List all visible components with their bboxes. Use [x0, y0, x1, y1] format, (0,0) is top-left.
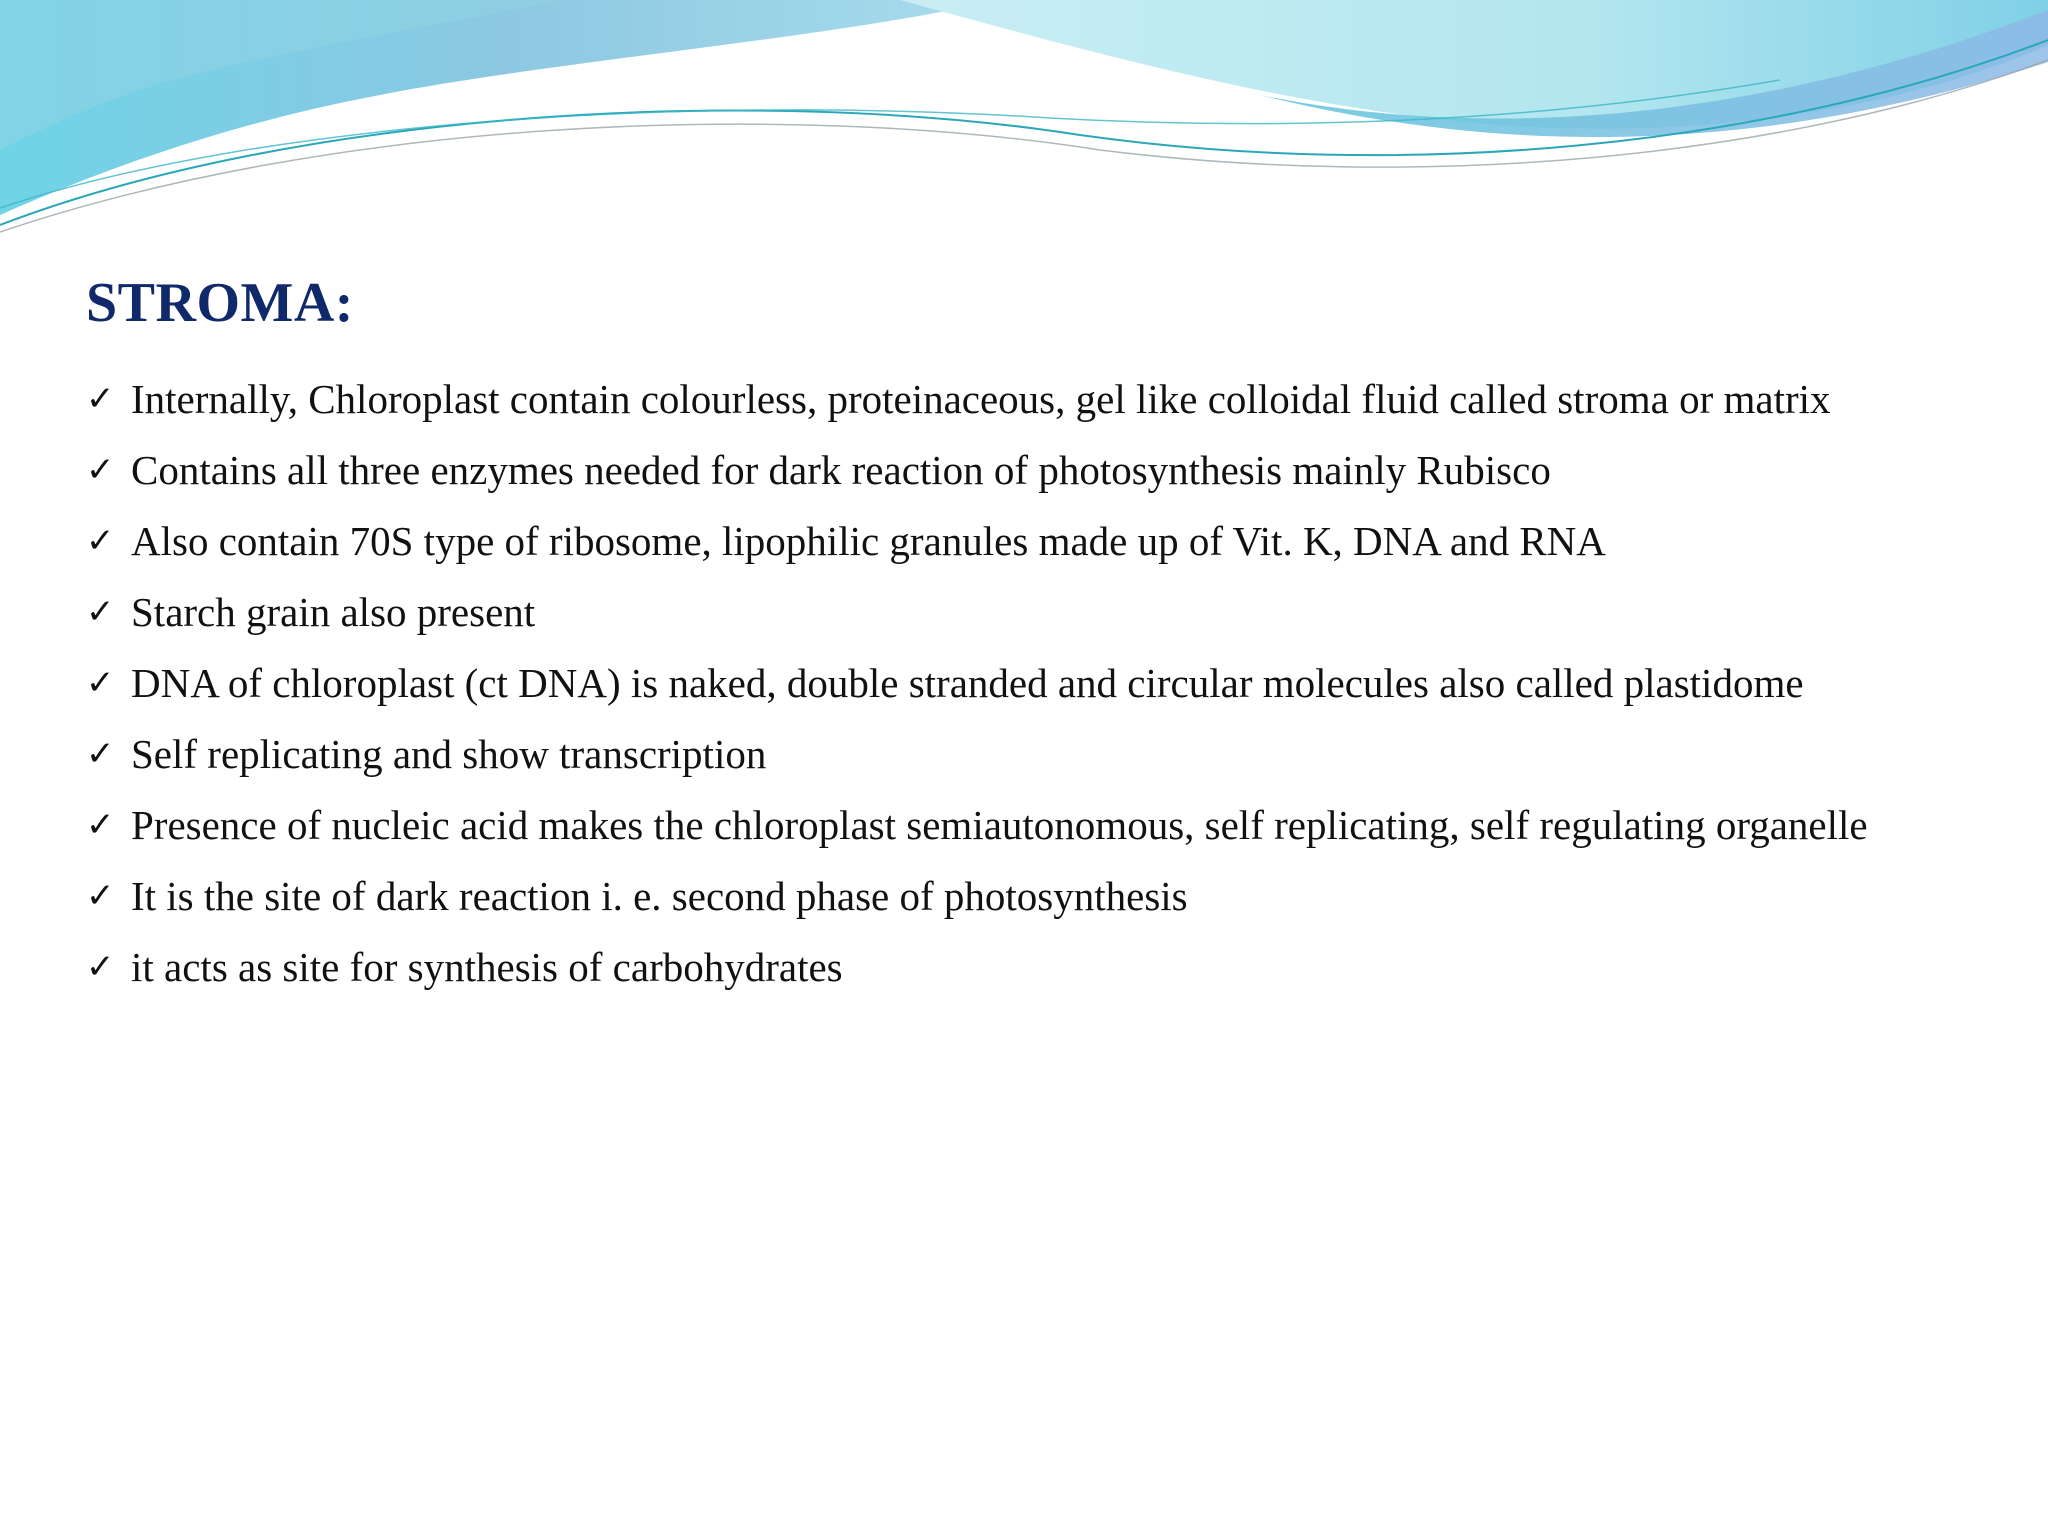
checkmark-icon: ✓ [86, 947, 115, 987]
bullet-text: Contains all three enzymes needed for dark reaction of photosynthesis mainly Rubisco [131, 447, 1551, 493]
bullet-item [86, 798, 1996, 853]
bullet-item [86, 372, 1996, 427]
bullet-item [86, 443, 1996, 498]
checkmark-icon: ✓ [86, 663, 115, 703]
bullet-text: Presence of nucleic acid makes the chloroplast semiautonomous, self replicating, self regulating organelle [131, 802, 1868, 848]
checkmark-icon: ✓ [86, 734, 115, 774]
checkmark-icon: ✓ [86, 379, 115, 419]
bullet-item [86, 585, 1996, 640]
bullet-list [86, 372, 1996, 1011]
bullet-item [86, 869, 1996, 924]
bullet-item [86, 940, 1996, 995]
bullet-text: it acts as site for synthesis of carbohydrates [131, 944, 843, 990]
header-wave-decoration [0, 0, 2048, 240]
slide-title: STROMA: [86, 272, 354, 334]
bullet-text: Self replicating and show transcription [131, 731, 767, 777]
bullet-text: Starch grain also present [131, 589, 536, 635]
checkmark-icon: ✓ [86, 521, 115, 561]
bullet-text: Also contain 70S type of ribosome, lipophilic granules made up of Vit. K, DNA and RNA [131, 518, 1606, 564]
bullet-item [86, 656, 1996, 711]
bullet-text: Internally, Chloroplast contain colourless, proteinaceous, gel like colloidal fluid called stroma or matrix [131, 376, 1831, 422]
bullet-text: DNA of chloroplast (ct DNA) is naked, double stranded and circular molecules also called plastidome [131, 660, 1804, 706]
bullet-text: It is the site of dark reaction i. e. second phase of photosynthesis [131, 873, 1188, 919]
checkmark-icon: ✓ [86, 450, 115, 490]
bullet-item [86, 727, 1996, 782]
bullet-item [86, 514, 1996, 569]
checkmark-icon: ✓ [86, 592, 115, 632]
checkmark-icon: ✓ [86, 876, 115, 916]
checkmark-icon: ✓ [86, 805, 115, 845]
